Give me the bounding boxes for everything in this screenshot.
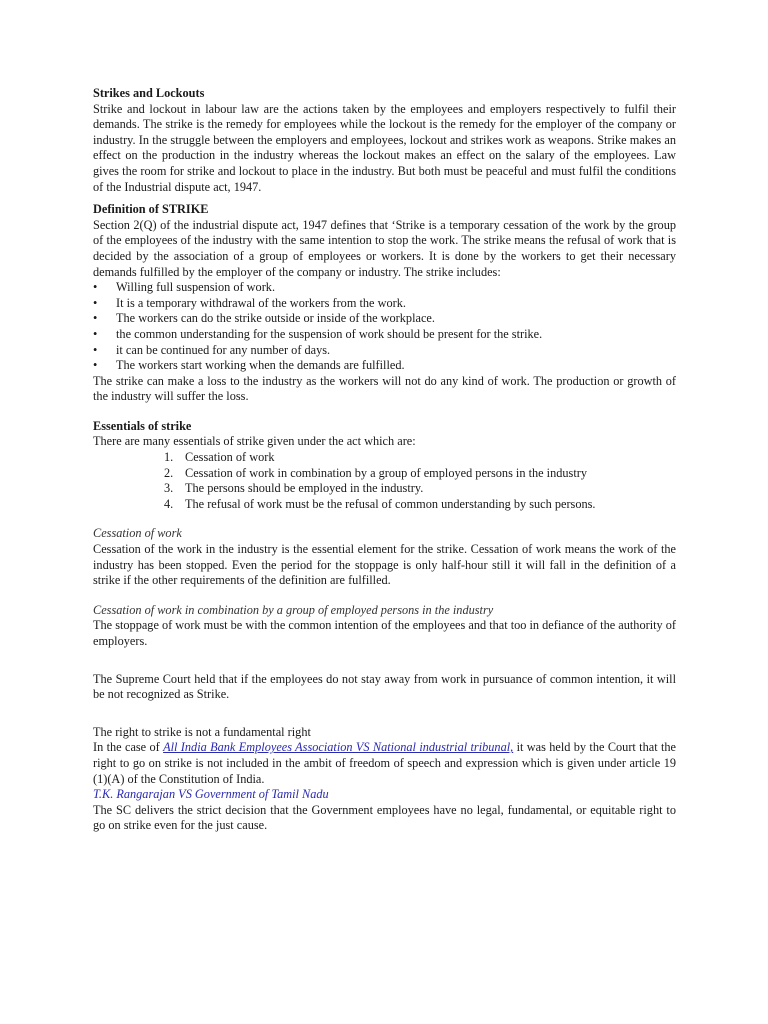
definition-paragraph: Section 2(Q) of the industrial dispute act, 1947 defines that ‘Strike is a temporary cessation of the work by the group of the employees of the industry with the same intention to stop the work. The strike means the refusal of work that is decided by the association of a group of employees or workers. It is done by the workers to get their necessary demands fulfilled by the employer of the company or industry. The strike includes:	[93, 217, 676, 279]
item-text: The persons should be employed in the industry.	[185, 481, 424, 496]
supreme-court-paragraph: The Supreme Court held that if the employees do not stay away from work in pursuance of common intention, it will be not recognized as Strike.	[93, 671, 676, 702]
essentials-intro: There are many essentials of strike given under the act which are:	[93, 434, 416, 449]
case2-paragraph: The SC delivers the strict decision that the Government employees have no legal, fundamental, or equitable right to go on strike even for the just cause.	[93, 802, 676, 833]
bullet-item: • The workers start working when the demands are fulfilled.	[93, 358, 676, 374]
bullet-item: • The workers can do the strike outside or inside of the workplace.	[93, 311, 676, 327]
item-text: Cessation of work	[185, 450, 275, 465]
numbered-item	[164, 466, 676, 482]
numbered-item	[164, 450, 676, 466]
bullet-item: • the common understanding for the suspension of work should be present for the strike.	[93, 327, 676, 343]
essentials-heading: Essentials of strike	[93, 418, 192, 433]
item-text: Cessation of work in combination by a group of employed persons in the industry	[185, 465, 587, 480]
right-to-strike-title: The right to strike is not a fundamental right	[93, 724, 311, 739]
essentials-list	[93, 450, 676, 512]
case-suffix: it was held by the Court that the right to go on strike is not included in the ambit of freedom of speech and expression which is given under article 19 (1)(A) of the Constitution of India.	[93, 740, 677, 786]
numbered-item	[164, 481, 676, 497]
case-prefix: In the case of	[93, 740, 164, 755]
definition-heading: Definition of STRIKE	[93, 202, 209, 217]
case2-link[interactable]: T.K. Rangarajan VS Government of Tamil Nadu	[93, 787, 329, 802]
document-page	[93, 86, 676, 834]
cessation-paragraph: Cessation of the work in the industry is the essential element for the strike. Cessation of work means the work of the industry has been stopped. Even the period for the stoppage is only half-hour still it will fall in the definition of a strike if the other requirements of the definition are fulfilled.	[93, 542, 676, 588]
item-number: 2.	[164, 465, 174, 480]
numbered-item	[164, 497, 676, 513]
combination-paragraph: The stoppage of work must be with the common intention of the employees and that too in defiance of the authority of employers.	[93, 618, 676, 648]
intro-paragraph: Strike and lockout in labour law are the actions taken by the employees and employers respectively to fulfil their demands. The strike is the remedy for employees while the lockout is the remedy for the employer of the company or industry. In the struggle between the employers and employees, lockout and strikes work as weapons. Strike makes an effect on the production in the industry whereas the lockout makes an effect on the salary of the employees. Law gives the room for strike and lockout to place in the industry. But both must be peaceful and must fulfil the conditions of the Industrial dispute act, 1947.	[93, 101, 676, 194]
bullet-item: • it can be continued for any number of days.	[93, 343, 676, 359]
main-heading: Strikes and Lockouts	[93, 86, 205, 100]
item-text: The refusal of work must be the refusal of common understanding by such persons.	[185, 496, 596, 511]
case-paragraph	[93, 740, 676, 787]
strike-includes-list	[93, 280, 676, 374]
item-number: 3.	[164, 481, 174, 496]
case-link[interactable]: All India Bank Employees Association VS National industrial tribunal,	[163, 740, 514, 755]
definition-after-paragraph: The strike can make a loss to the industry as the workers will not do any kind of work. The production or growth of the industry will suffer the loss.	[93, 373, 676, 404]
item-number: 4.	[164, 496, 174, 511]
item-number: 1.	[164, 450, 174, 465]
combination-subheading: Cessation of work in combination by a group of employed persons in the industry	[93, 602, 494, 617]
bullet-item: • It is a temporary withdrawal of the workers from the work.	[93, 296, 676, 312]
bullet-item: • Willing full suspension of work.	[93, 280, 676, 296]
cessation-subheading: Cessation of work	[93, 526, 182, 541]
